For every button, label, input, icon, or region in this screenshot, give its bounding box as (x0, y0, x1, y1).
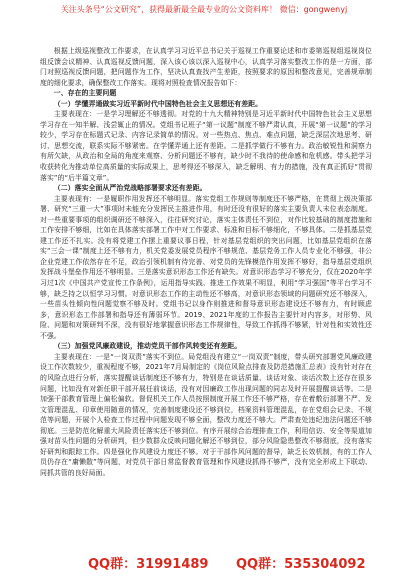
subheading-party-governance: （二）落实全面从严治党战略部署要求还有差距。 (53, 184, 207, 193)
paragraph-integrity-building: 主要表现在：一是“一岗双责”落实不到位。局党组没有建立“一岗双责”制度，带头研究部署党风廉政建设工作次数较少，重视程度不够，2021年7月局制定的《岗位风险点排查及防范措施汇总表》没有针对存在的风险点进行分析，落实提醒谈话制度还不够有力，特别是在谈话质量、谈话对象、谈话次数上还存在很多问题，比如没有对新任职干部开展任前谈话，没有对因廉政工作出现问题的同志及时开展提醒谈话等。二是加强干部教育管理上偏松偏软。督促机关工作人员按照制度开展工作还不够严格，存在着敷衍部署不严、发文管理混乱、印章使用随意的情况，完善制度建设还不够到位，档案资料管理混乱，存在党组会记录、不规范等问题，开展个人检查工作过程中问题发现不够全面，整改力度还不够大。严肃查处违纪违法问题还不够彻底。三是防范化解重大风险责任落实还不够到位。有序开展综合治理排查工作，利用信访、安全等渠道加强对苗头性问题的分析研判，但少数群众反映问题化解还不够到位，部分风险隐患整改不够彻底，没有落实好研判和跟踪工作。四是强化作风建设力度还不够。对于干部作风问题的督导，缺乏长效机制，有的工作人员仍存在“庸懒散”等问题，对党员干部日常监督教育管理和作风建设抓得不够严，没有完全形成上下联动、同抓共管的良好局面。 (40, 352, 372, 477)
qq-group-right: QQ群：535304092 (236, 557, 366, 572)
paragraph-theory-study: 主要表现在：一是学习理解还不够透彻。对党的十九大精神特别是习近平新时代中国特色社会主义思想学习存在一知半解、浅尝辄止的情况。党组书记班子“第一议题”制度不够严肃认真，开展“第一议题”的学习较少，学习存在标题式记录、内容记录简单的情况。对一些热点、焦点、难点问题，缺乏深层次地思考、研讨、思想交流，联系实际不够紧密。在学懂弄通上还有差距。二是抓学做行不够有力。政治敏锐性和洞察力有所欠缺，从政治和全局的角度来观察、分析问题还不够有，缺少时不我待的使命感和危机感。带头把学习收获转化为推动单位高质量的实际成果上，思考得还不够深入，缺乏解明、有力的措施，没有真正抓好“贯彻落实”的“后半篇文章”。 (40, 110, 372, 182)
subheading-integrity-building: （三）加强党风廉政建设，推动党员干部作风转变还有差距。 (53, 342, 242, 351)
promo-banner: 关注头条号“公文研究”，获得最新最全最专业的公文资料库！ 微信：gongwenyj (60, 5, 348, 14)
report-body (40, 46, 372, 478)
subheading-theory-study: （一）学懂弄通做实习近平新时代中国特色社会主义思想还有差距。 (53, 99, 263, 108)
paragraph-party-governance: 主要表现有：一是履职作用发挥还不够明显。落实党组工作规则等制度还不够严格，在贯彻上级决策部署、研究“三重一大”事项时未能充分发挥民主推进作用，有时还没有很好的落实主要负责人末位表态制度。对一些重要事项的组织调研还不够深入，往往研究讨论，落实主体责任不到位，对作比较基础的制度措施和工作安排不够细，比如在具体落实部署工作中对工作要求、标准和目标不够细化，不够具体。二是抓基层党建工作还不扎实。没有将党建工作摆上重要议事日程，针对基层党组织的突出问题，比如基层党组织在落实“三会一课”制度上还不够有力，机关党委发展党员程序不够规范、基层党务工作人员专业化不够强，非公企业党建工作依然存在不足，政治引领机制有待完善、对党员的先锋模范作用发挥不够好，指导基层党组织发挥战斗堡垒作用还不够明显。三是落实意识形态工作还有缺失。对意识形态学习不够充分，仅在2020年学习过1次《中国共产党宣传工作条例》，运用指导实践、推进工作效果不明显，利用“学习强国”等平台学习不够，缺乏持之以恒学习习惯。对意识形态工作的主动性还不够高，对意识形态领域的问题研究还不够深入，一些苗头性倾向性问题觉察不够及时。党组书记以身作则推进和督导意识形态建设还不够有力，有时顾虑多，意识形态工作部署和指导还有薄弱环节。2019、2021年度的工作报告主要针对内容多，对形势、风险、问题和对策研判不深，没有很好地掌握意识形态工作规律性，导致工作抓得不够紧，针对性和实效性还不强。 (40, 194, 372, 340)
section-heading-problems: 一、存在的主要问题 (53, 89, 117, 98)
intro-paragraph: 根据上级巡视整改工作要求，在认真学习习近平总书记关于巡视工作重要论述和市委第巡视组巡视岗位组反馈会议精神、认真巡视反馈问题，深入该心该以深入巡视中心，认真学习落实整改工作的是一方面，部门对照巡视反馈问题，把问题作为工作，坚决认真查找产生差距，按照要求的原因和整改意见，完善规章制度的细化要求，确保整改工作落实。现将对照检查情况报告如下： (40, 47, 372, 87)
qq-group-left: QQ群：31991489 (88, 557, 209, 572)
